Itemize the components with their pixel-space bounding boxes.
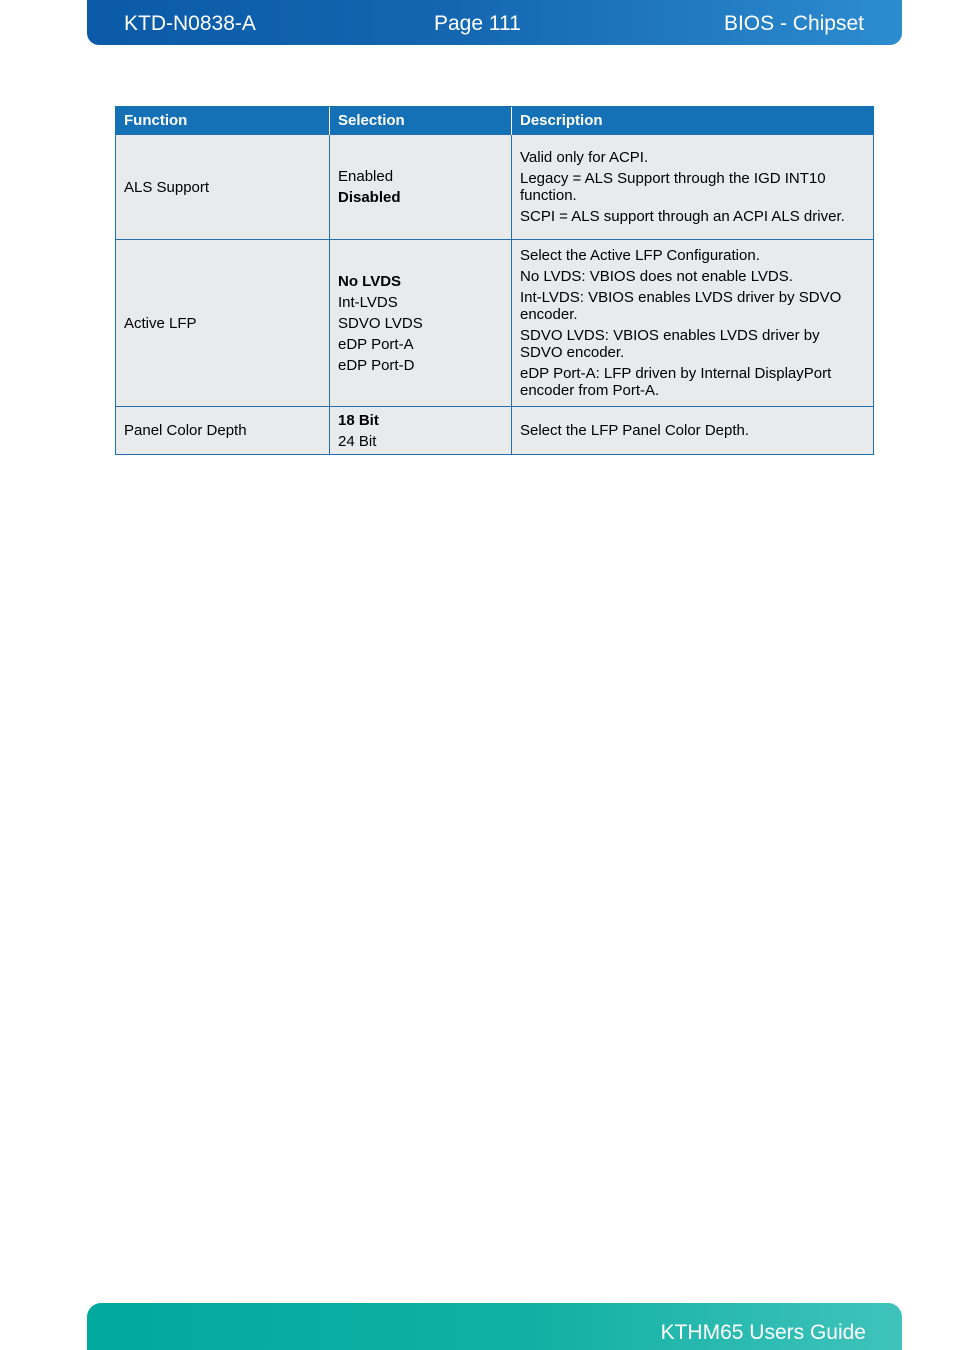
table-row [116, 135, 874, 240]
selection-option: eDP Port-D [338, 356, 415, 374]
description-line: No LVDS: VBIOS does not enable LVDS. [520, 268, 793, 285]
table-row [116, 240, 874, 407]
selection-option: 24 Bit [338, 432, 377, 450]
selection-option: Enabled [338, 168, 394, 185]
selection-option: Int-LVDS [338, 293, 398, 311]
selection-cell [330, 407, 512, 455]
description-line: SDVO LVDS: VBIOS enables LVDS driver by SDVO encoder. [520, 327, 820, 361]
selection-cell [330, 135, 512, 240]
page-header [87, 0, 902, 45]
table-row [116, 407, 874, 455]
selection-option: SDVO LVDS [338, 314, 423, 332]
selection-cell [330, 240, 512, 407]
document-id: KTD-N0838-A [124, 12, 256, 35]
table-header-row [116, 107, 874, 135]
description-line: SCPI = ALS support through an ACPI ALS driver. [520, 208, 845, 225]
column-header-function: Function [116, 107, 330, 135]
description-cell [512, 240, 874, 407]
selection-option-default: No LVDS [338, 272, 402, 290]
description-line: Legacy = ALS Support through the IGD INT10 function. [520, 170, 826, 204]
description-line: Int-LVDS: VBIOS enables LVDS driver by SDVO encoder. [520, 289, 842, 323]
description-line: eDP Port-A: LFP driven by Internal DisplayPort encoder from Port-A. [520, 365, 832, 399]
description-line: Select the LFP Panel Color Depth. [520, 422, 750, 439]
column-header-selection: Selection [330, 107, 512, 135]
description-line: Select the Active LFP Configuration. [520, 247, 760, 264]
description-cell [512, 407, 874, 455]
description-cell [512, 135, 874, 240]
selection-option-default: 18 Bit [338, 411, 379, 429]
description-line: Valid only for ACPI. [520, 149, 649, 166]
column-header-description: Description [512, 107, 874, 135]
function-cell: Active LFP [116, 240, 330, 407]
selection-option-default: Disabled [338, 189, 401, 206]
page-footer [87, 1303, 902, 1350]
selection-option: eDP Port-A [338, 335, 414, 353]
bios-settings-table [115, 106, 874, 455]
function-cell: Panel Color Depth [116, 407, 330, 455]
function-cell: ALS Support [116, 135, 330, 240]
section-title: BIOS - Chipset [723, 12, 864, 35]
page-number: Page 111 [434, 12, 521, 35]
guide-title: KTHM65 Users Guide [660, 1321, 866, 1344]
